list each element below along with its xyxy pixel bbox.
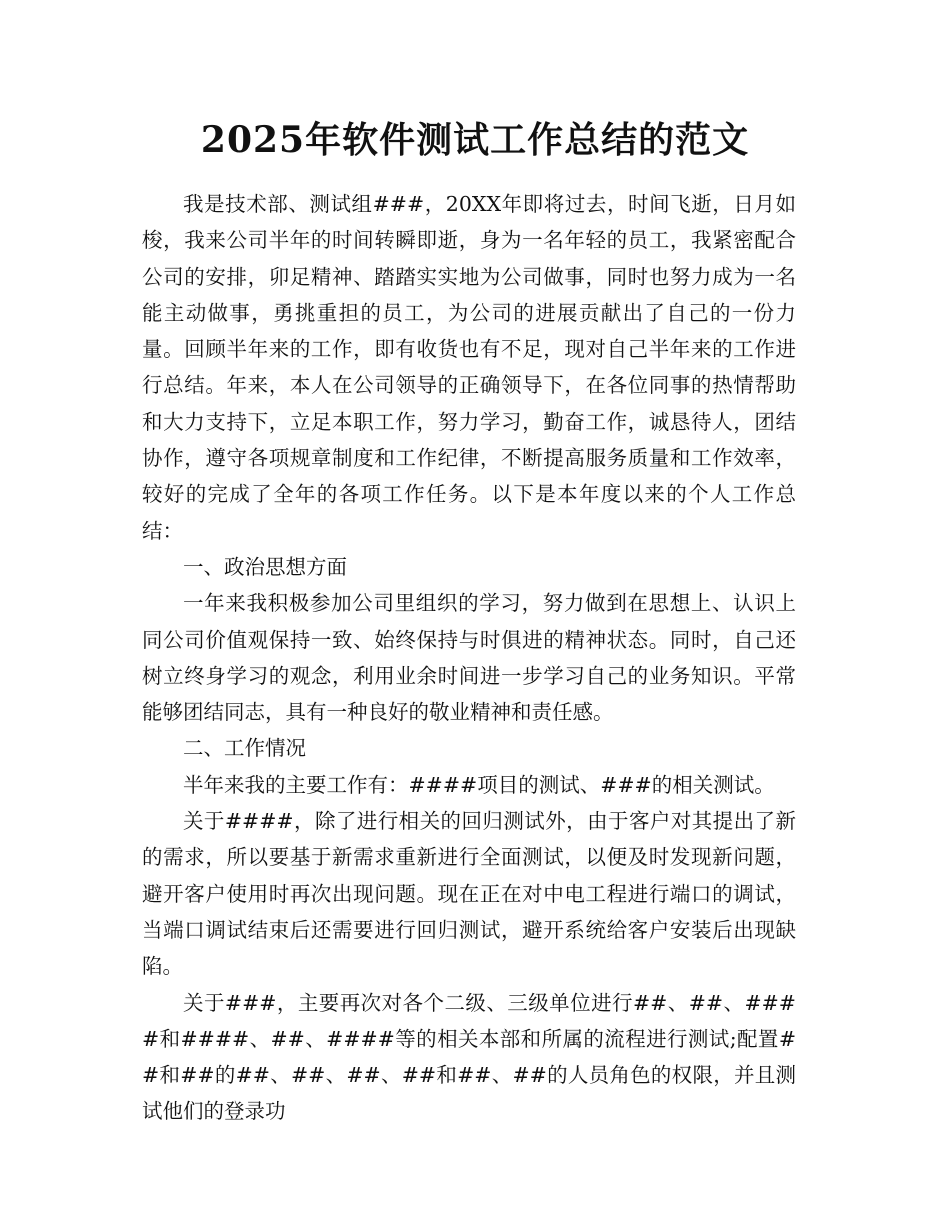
- section-heading-political: 一、政治思想方面: [183, 554, 347, 579]
- document-title: 2025年软件测试工作总结的范文: [200, 119, 750, 161]
- paragraph-intro: 我是技术部、测试组###，20XX年即将过去，时间飞逝，日月如梭，我来公司半年的时间转瞬即逝，身为一名年轻的员工，我紧密配合公司的安排，卯足精神、踏踏实实地为公司做事，同时也努力成为一名能主动做事，勇挑重担的员工，为公司的进展贡献出了自己的一份力量。回顾半年来的工作，即有收货也有不足，现对自己半年来的工作进行总结。年来，本人在公司领导的正确领导下，在各位同事的热情帮助和大力支持下，立足本职工作，努力学习，勤奋工作，诚恳待人，团结协作，遵守各项规章制度和工作纪律，不断提高服务质量和工作效率，较好的完成了全年的各项工作任务。以下是本年度以来的个人工作总结：: [142, 192, 796, 543]
- paragraph-political: 一年来我积极参加公司里组织的学习，努力做到在思想上、认识上同公司价值观保持一致、始终保持与时俱进的精神状态。同时，自己还树立终身学习的观念，利用业余时间进一步学习自己的业务知识。平常能够团结同志，具有一种良好的敬业精神和责任感。: [142, 591, 796, 725]
- document-body: [142, 186, 796, 1130]
- paragraph-project-a: 关于####，除了进行相关的回归测试外，由于客户对其提出了新的需求，所以要基于新需求重新进行全面测试，以便及时发现新问题，避开客户使用时再次出现问题。现在正在对中电工程进行端口的调试，当端口调试结束后还需要进行回归测试，避开系统给客户安装后出现缺陷。: [142, 809, 796, 979]
- section-heading-work: 二、工作情况: [183, 736, 306, 761]
- paragraph-main-work: 半年来我的主要工作有：####项目的测试、###的相关测试。: [183, 772, 775, 797]
- paragraph-project-b: 关于###，主要再次对各个二级、三级单位进行##、##、####和####、##、####等的相关本部和所属的流程进行测试;配置##和##的##、##、##、##和##、##的人员角色的权限，并且测试他们的登录功: [142, 990, 796, 1124]
